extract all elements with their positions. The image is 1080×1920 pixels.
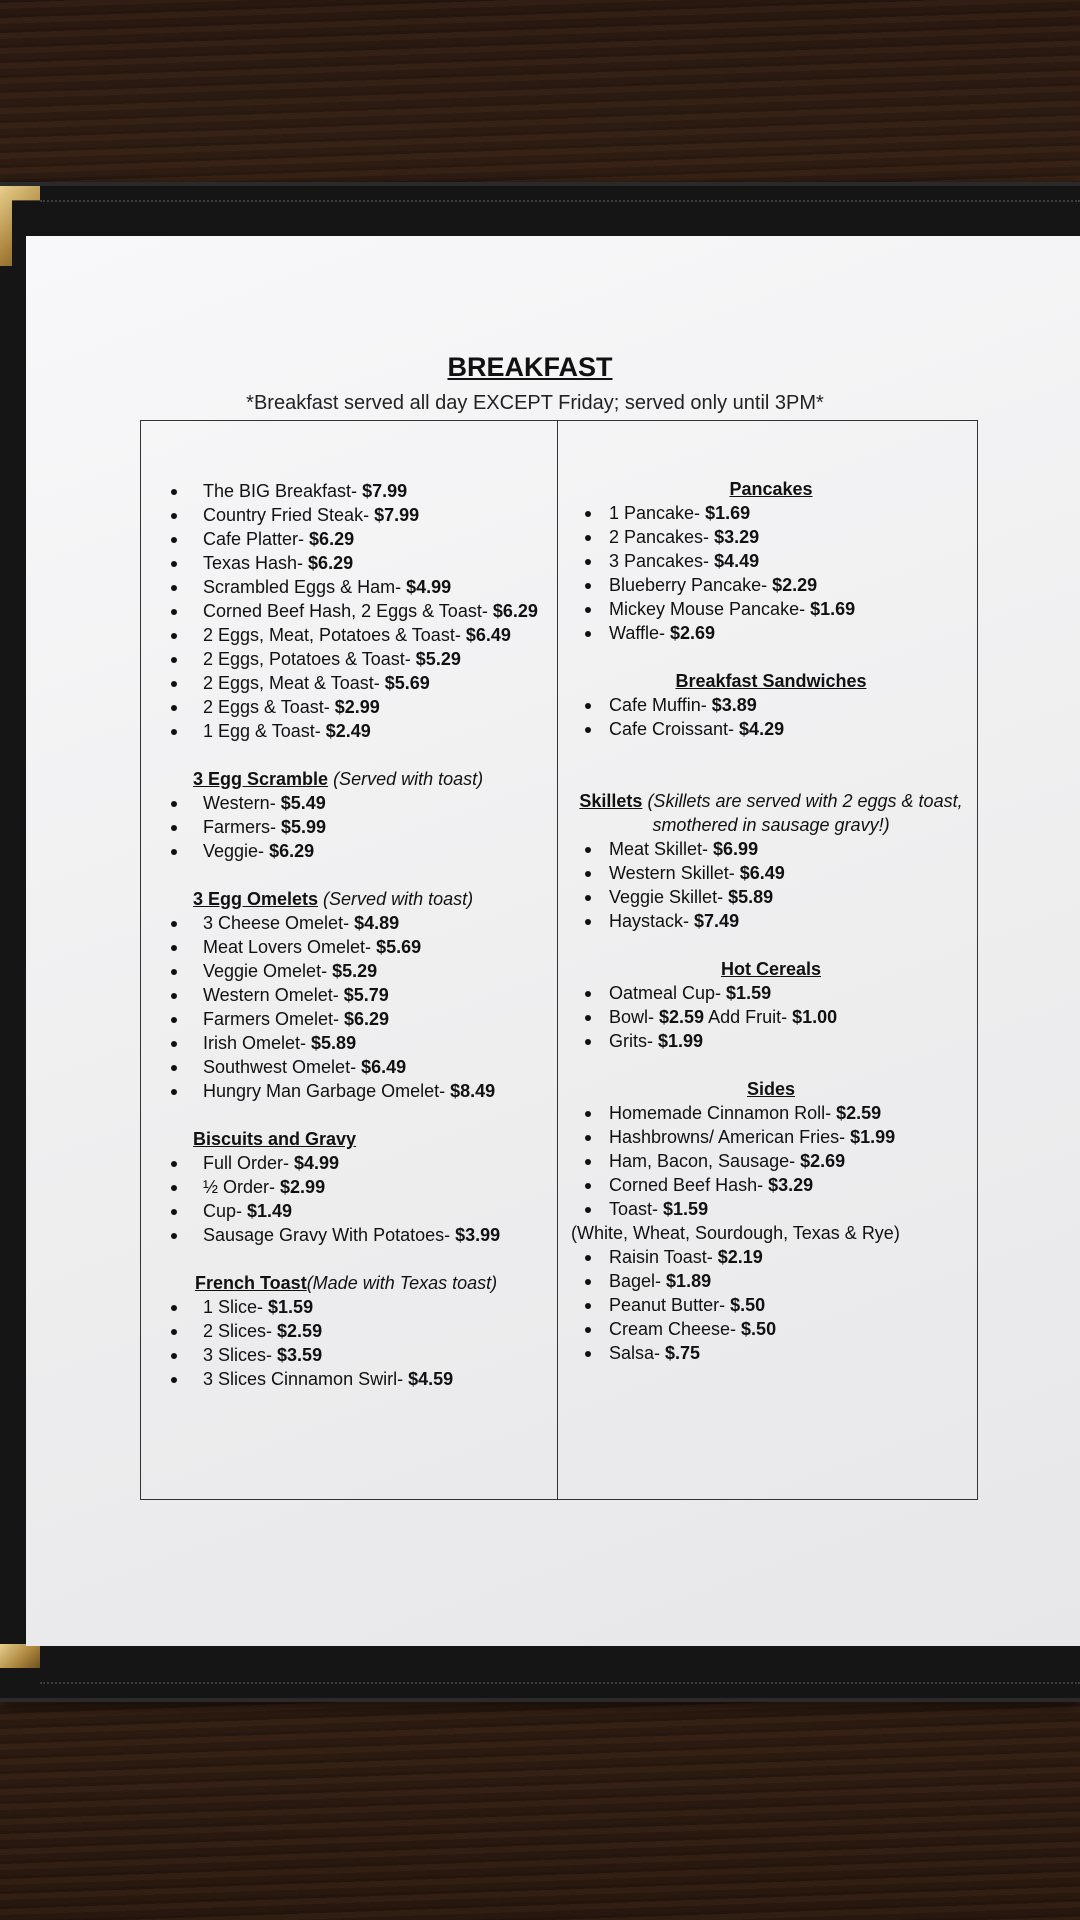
menu-item bbox=[571, 525, 971, 549]
item-name: The BIG Breakfast- bbox=[203, 481, 363, 501]
item-extra-price: $1.00 bbox=[792, 1007, 838, 1027]
item-name: Veggie- bbox=[203, 841, 270, 861]
item-price: $3.29 bbox=[768, 1175, 814, 1195]
menu-item bbox=[571, 1341, 971, 1365]
item-price: $6.49 bbox=[465, 625, 511, 645]
menu-item bbox=[171, 1079, 551, 1103]
toast-note: (White, Wheat, Sourdough, Texas & Rye) bbox=[571, 1223, 900, 1243]
item-price: $2.99 bbox=[334, 697, 380, 717]
item-name: 1 Pancake- bbox=[609, 503, 706, 523]
menu-item bbox=[171, 1055, 551, 1079]
item-extra-name: Add Fruit- bbox=[704, 1007, 793, 1027]
menu-item bbox=[171, 1031, 551, 1055]
item-name: Peanut Butter- bbox=[609, 1295, 731, 1315]
item-price: $1.69 bbox=[810, 599, 856, 619]
item-price: $1.89 bbox=[666, 1271, 712, 1291]
menu-item bbox=[171, 1175, 551, 1199]
item-price: $6.29 bbox=[344, 1009, 390, 1029]
item-price: $6.29 bbox=[309, 529, 355, 549]
menu-item bbox=[171, 1343, 551, 1367]
section-heading: 3 Egg Omelets (Served with toast) bbox=[193, 889, 474, 909]
menu-item bbox=[171, 647, 551, 671]
item-name: Texas Hash- bbox=[203, 553, 309, 573]
menu-item bbox=[171, 599, 551, 623]
section-sides bbox=[571, 1077, 971, 1365]
menu-item bbox=[171, 839, 551, 863]
item-price: $6.29 bbox=[269, 841, 315, 861]
item-name: 2 Eggs, Meat, Potatoes & Toast- bbox=[203, 625, 466, 645]
item-price: $4.99 bbox=[406, 577, 452, 597]
item-price: $6.49 bbox=[361, 1057, 407, 1077]
item-name: Bagel- bbox=[609, 1271, 667, 1291]
section-biscuits bbox=[171, 1127, 551, 1247]
item-price: $5.29 bbox=[332, 961, 378, 981]
menu-item bbox=[571, 1197, 971, 1221]
item-name: Cafe Croissant- bbox=[609, 719, 740, 739]
section-skillets bbox=[571, 789, 971, 933]
section-cereals bbox=[571, 957, 971, 1053]
menu-item bbox=[171, 959, 551, 983]
menu-item bbox=[171, 791, 551, 815]
item-name: Toast- bbox=[609, 1199, 664, 1219]
item-name: Grits- bbox=[609, 1031, 658, 1051]
menu-item bbox=[571, 837, 971, 861]
item-name: Veggie Omelet- bbox=[203, 961, 333, 981]
menu-item bbox=[171, 1223, 551, 1247]
item-name: Farmers- bbox=[203, 817, 281, 837]
menu-item bbox=[171, 695, 551, 719]
section-omelets bbox=[171, 887, 551, 1103]
section-heading: Biscuits and Gravy bbox=[193, 1129, 357, 1149]
section-french-toast bbox=[171, 1271, 551, 1391]
item-list bbox=[171, 911, 551, 1103]
menu-item bbox=[171, 1295, 551, 1319]
menu-item bbox=[571, 909, 971, 933]
item-price: $5.69 bbox=[376, 937, 422, 957]
menu-item bbox=[171, 527, 551, 551]
item-name: 3 Cheese Omelet- bbox=[203, 913, 355, 933]
item-name: Homemade Cinnamon Roll- bbox=[609, 1103, 837, 1123]
menu-item bbox=[171, 935, 551, 959]
item-price: $.50 bbox=[730, 1295, 766, 1315]
item-price: $1.59 bbox=[268, 1297, 314, 1317]
menu-item bbox=[571, 1029, 971, 1053]
item-name: Meat Lovers Omelet- bbox=[203, 937, 377, 957]
item-name: Hashbrowns/ American Fries- bbox=[609, 1127, 851, 1147]
menu-item bbox=[171, 1151, 551, 1175]
item-list bbox=[171, 791, 551, 863]
item-list bbox=[571, 693, 971, 741]
item-name: Farmers Omelet- bbox=[203, 1009, 345, 1029]
item-name: Mickey Mouse Pancake- bbox=[609, 599, 811, 619]
item-name: 2 Eggs & Toast- bbox=[203, 697, 335, 717]
item-list bbox=[571, 501, 971, 645]
item-price: $1.59 bbox=[726, 983, 772, 1003]
menu-item bbox=[171, 719, 551, 743]
item-name: Hungry Man Garbage Omelet- bbox=[203, 1081, 451, 1101]
item-price: $3.89 bbox=[711, 695, 757, 715]
item-name: Cream Cheese- bbox=[609, 1319, 742, 1339]
section-heading: Pancakes bbox=[729, 479, 813, 499]
menu-item bbox=[571, 1173, 971, 1197]
menu-item bbox=[171, 551, 551, 575]
item-price: $3.59 bbox=[277, 1345, 323, 1365]
item-price: $5.99 bbox=[281, 817, 327, 837]
menu-subtitle: *Breakfast served all day EXCEPT Friday; served only until 3PM* bbox=[246, 392, 824, 414]
item-list bbox=[571, 1245, 971, 1365]
item-name: 1 Egg & Toast- bbox=[203, 721, 326, 741]
item-name: Ham, Bacon, Sausage- bbox=[609, 1151, 801, 1171]
item-price: $4.99 bbox=[294, 1153, 340, 1173]
item-name: 1 Slice- bbox=[203, 1297, 269, 1317]
item-list bbox=[571, 837, 971, 933]
item-price: $5.89 bbox=[311, 1033, 357, 1053]
section-heading: Hot Cereals bbox=[720, 959, 822, 979]
item-list bbox=[171, 1151, 551, 1247]
item-price: $6.49 bbox=[739, 863, 785, 883]
binder-corner bbox=[0, 1644, 40, 1668]
menu-item bbox=[171, 911, 551, 935]
menu-item bbox=[171, 815, 551, 839]
item-price: $6.29 bbox=[308, 553, 354, 573]
menu-item bbox=[171, 1007, 551, 1031]
menu-item bbox=[171, 1199, 551, 1223]
item-name: Cafe Platter- bbox=[203, 529, 310, 549]
menu-item bbox=[571, 981, 971, 1005]
item-list bbox=[171, 479, 551, 743]
item-list bbox=[571, 1101, 971, 1221]
item-price: $1.69 bbox=[705, 503, 751, 523]
menu-item bbox=[171, 671, 551, 695]
menu-item bbox=[571, 501, 971, 525]
item-price: $1.59 bbox=[663, 1199, 709, 1219]
item-price: $2.49 bbox=[325, 721, 371, 741]
item-name: Corned Beef Hash- bbox=[609, 1175, 769, 1195]
item-price: $.50 bbox=[741, 1319, 777, 1339]
section-heading: French Toast(Made with Texas toast) bbox=[195, 1273, 498, 1293]
menu-item bbox=[571, 549, 971, 573]
item-name: Oatmeal Cup- bbox=[609, 983, 727, 1003]
item-name: Irish Omelet- bbox=[203, 1033, 312, 1053]
item-price: $.75 bbox=[665, 1343, 701, 1363]
menu-item bbox=[171, 1319, 551, 1343]
item-price: $2.69 bbox=[800, 1151, 846, 1171]
menu-title: BREAKFAST bbox=[447, 352, 613, 382]
section-main bbox=[171, 479, 551, 743]
right-column bbox=[571, 421, 971, 1389]
item-name: Salsa- bbox=[609, 1343, 666, 1363]
binder-stitching bbox=[40, 200, 1080, 202]
item-price: $2.69 bbox=[670, 623, 716, 643]
menu-item bbox=[571, 717, 971, 741]
item-price: $4.89 bbox=[354, 913, 400, 933]
item-name: 3 Slices- bbox=[203, 1345, 278, 1365]
item-name: 2 Pancakes- bbox=[609, 527, 715, 547]
section-heading: 3 Egg Scramble (Served with toast) bbox=[193, 769, 484, 789]
section-sandwiches bbox=[571, 669, 971, 741]
menu-item bbox=[571, 1317, 971, 1341]
item-price: $5.49 bbox=[280, 793, 326, 813]
item-price: $4.29 bbox=[739, 719, 785, 739]
column-divider bbox=[557, 421, 558, 1499]
section-scramble bbox=[171, 767, 551, 863]
item-price: $2.29 bbox=[772, 575, 818, 595]
item-price: $6.99 bbox=[713, 839, 759, 859]
menu-item bbox=[171, 983, 551, 1007]
item-price: $5.89 bbox=[728, 887, 774, 907]
item-price: $7.99 bbox=[362, 481, 408, 501]
item-price: $1.99 bbox=[658, 1031, 704, 1051]
menu-item bbox=[571, 621, 971, 645]
item-list bbox=[171, 1295, 551, 1391]
item-price: $2.59 bbox=[659, 1007, 705, 1027]
item-price: $5.79 bbox=[343, 985, 389, 1005]
menu-item bbox=[571, 1269, 971, 1293]
item-name: 2 Slices- bbox=[203, 1321, 278, 1341]
menu-item bbox=[571, 693, 971, 717]
item-name: Bowl- bbox=[609, 1007, 660, 1027]
item-price: $4.49 bbox=[714, 551, 760, 571]
item-name: Cup- bbox=[203, 1201, 248, 1221]
menu-item bbox=[171, 1367, 551, 1391]
menu-item bbox=[571, 1101, 971, 1125]
menu-item bbox=[571, 1005, 971, 1029]
item-price: $2.59 bbox=[277, 1321, 323, 1341]
item-price: $5.69 bbox=[384, 673, 430, 693]
item-price: $2.99 bbox=[280, 1177, 326, 1197]
item-name: 2 Eggs, Meat & Toast- bbox=[203, 673, 385, 693]
item-name: ½ Order- bbox=[203, 1177, 281, 1197]
item-name: 3 Slices Cinnamon Swirl- bbox=[203, 1369, 409, 1389]
item-price: $1.49 bbox=[247, 1201, 293, 1221]
item-name: Raisin Toast- bbox=[609, 1247, 718, 1267]
item-price: $7.49 bbox=[694, 911, 740, 931]
item-name: 3 Pancakes- bbox=[609, 551, 715, 571]
item-name: Country Fried Steak- bbox=[203, 505, 375, 525]
item-price: $6.29 bbox=[492, 601, 538, 621]
item-price: $3.99 bbox=[455, 1225, 501, 1245]
item-price: $8.49 bbox=[450, 1081, 496, 1101]
item-name: Sausage Gravy With Potatoes- bbox=[203, 1225, 456, 1245]
item-price: $2.59 bbox=[836, 1103, 882, 1123]
binder-stitching bbox=[40, 1682, 1080, 1684]
item-price: $1.99 bbox=[850, 1127, 896, 1147]
item-price: $3.29 bbox=[714, 527, 760, 547]
menu-item bbox=[571, 861, 971, 885]
menu-item bbox=[171, 575, 551, 599]
item-name: Corned Beef Hash, 2 Eggs & Toast- bbox=[203, 601, 493, 621]
item-name: Southwest Omelet- bbox=[203, 1057, 362, 1077]
section-pancakes bbox=[571, 477, 971, 645]
item-name: Meat Skillet- bbox=[609, 839, 714, 859]
item-name: Full Order- bbox=[203, 1153, 295, 1173]
section-heading: Sides bbox=[746, 1079, 796, 1099]
item-name: Waffle- bbox=[609, 623, 671, 643]
menu-item bbox=[571, 1149, 971, 1173]
item-name: 2 Eggs, Potatoes & Toast- bbox=[203, 649, 416, 669]
menu-item bbox=[571, 885, 971, 909]
item-price: $4.59 bbox=[408, 1369, 454, 1389]
menu-item bbox=[571, 1125, 971, 1149]
item-name: Scrambled Eggs & Ham- bbox=[203, 577, 407, 597]
item-name: Western Skillet- bbox=[609, 863, 740, 883]
item-price: $2.19 bbox=[717, 1247, 763, 1267]
item-name: Western Omelet- bbox=[203, 985, 344, 1005]
left-column bbox=[171, 421, 551, 1415]
item-name: Blueberry Pancake- bbox=[609, 575, 773, 595]
item-name: Veggie Skillet- bbox=[609, 887, 729, 907]
menu-item bbox=[571, 1293, 971, 1317]
menu-item bbox=[571, 1245, 971, 1269]
section-heading: Skillets (Skillets are served with 2 eggs & toast, smothered in sausage gravy!) bbox=[579, 791, 963, 835]
item-price: $7.99 bbox=[374, 505, 420, 525]
menu-item bbox=[571, 573, 971, 597]
item-list bbox=[571, 981, 971, 1053]
menu-item bbox=[171, 623, 551, 647]
menu-item bbox=[571, 597, 971, 621]
menu-item bbox=[171, 503, 551, 527]
item-name: Cafe Muffin- bbox=[609, 695, 712, 715]
menu-item bbox=[171, 479, 551, 503]
section-heading: Breakfast Sandwiches bbox=[675, 671, 867, 691]
item-price: $5.29 bbox=[415, 649, 461, 669]
item-name: Western- bbox=[203, 793, 281, 813]
menu-table bbox=[140, 420, 978, 1500]
item-name: Haystack- bbox=[609, 911, 695, 931]
